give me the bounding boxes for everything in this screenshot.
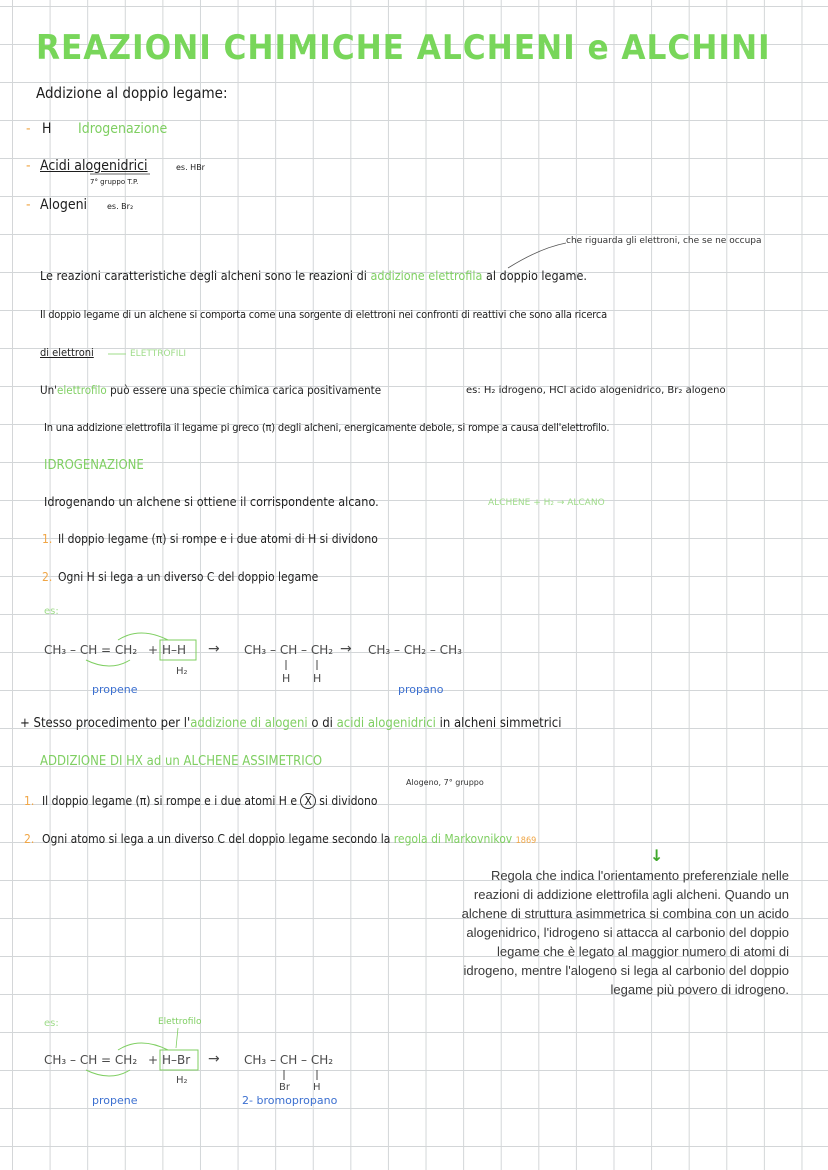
example-label: es: <box>44 606 59 617</box>
product-br: Br <box>279 1082 290 1093</box>
plus-sign: + <box>148 643 159 657</box>
example-label: es: <box>44 1018 59 1029</box>
label-reactant: propene <box>92 683 138 696</box>
annotation-electrons: che riguarda gli elettroni, che se ne occupa <box>566 236 762 246</box>
same-proc-mid: o di <box>311 716 333 731</box>
hx-step2-text: Ogni atomo si lega a un diverso C del doppio legame secondo la <box>42 832 391 846</box>
arrow: → <box>340 641 352 657</box>
x-symbol: X <box>300 793 315 809</box>
list-item-label: H <box>42 121 52 137</box>
reagent: H–Br <box>162 1053 191 1067</box>
same-proc-hl1: addizione di alogeni <box>190 716 308 731</box>
arrow: → <box>208 1051 220 1067</box>
hx-annotation: Alogeno, 7° gruppo <box>406 778 484 787</box>
reactant: CH₃ – CH = CH₂ <box>44 643 138 657</box>
paragraph-2-line1: Il doppio legame di un alchene si comporta come una sorgente di elettroni nei confronti di reattivi che sono alla ricerca <box>40 308 607 321</box>
para-1-highlight: addizione elettrofila <box>370 268 483 283</box>
step-number: 1. <box>42 532 53 546</box>
intermediate-h1: H <box>282 672 291 685</box>
electron-arrow <box>118 1043 168 1050</box>
arrow: → <box>208 641 220 657</box>
para-1-pre: Le reazioni caratteristiche degli alcheni sono le reazioni di <box>40 268 367 283</box>
paragraph-2-line2: di elettroni <box>40 346 94 359</box>
electron-arrow <box>86 660 130 666</box>
product-h: H <box>313 1082 321 1093</box>
down-arrow-icon: ↓ <box>650 846 664 865</box>
electrophile-label: Elettrofilo <box>158 1017 202 1027</box>
same-proc-hl2: acidi alogenidrici <box>336 716 436 731</box>
reagent-sub: H₂ <box>176 1075 188 1086</box>
list-item-label: Acidi alogenidrici <box>40 158 148 174</box>
reagent-sub: H₂ <box>176 666 188 677</box>
electron-arrow <box>86 1070 130 1076</box>
electrophile-pointer <box>176 1028 178 1048</box>
paragraph-4: In una addizione elettrofila il legame pi greco (π) degli alcheni, energicamente debole, si rompe a causa dell'elettrofilo. <box>44 421 610 434</box>
para-1-post: al doppio legame. <box>485 268 587 283</box>
hydro-intro: Idrogenando un alchene si ottiene il corrispondente alcano. <box>44 494 379 509</box>
hx-step1-text: Il doppio legame (π) si rompe e i due atomi H e <box>42 794 297 808</box>
step-number: 2. <box>42 570 53 584</box>
reagent-box <box>160 1050 198 1070</box>
reagent: H–H <box>162 643 187 657</box>
list-item-example: es. Br₂ <box>107 202 134 211</box>
hx-step1-end: si dividono <box>319 794 378 808</box>
product: CH₃ – CH₂ – CH₃ <box>368 643 462 657</box>
list-item-sub: 7° gruppo T.P. <box>90 178 139 186</box>
electron-arrow <box>118 633 168 640</box>
list-item-label: Alogeni <box>40 197 88 213</box>
step-number: 2. <box>24 832 35 846</box>
hydro-heading: IDROGENAZIONE <box>44 458 144 473</box>
para-3-examples: es: H₂ idrogeno, HCl acido alogenidrico, Br₂ alogeno <box>466 385 726 396</box>
hydro-scheme: ALCHENE + H₂ → ALCANO <box>488 498 605 508</box>
markovnikov-rule: regola di Markovnikov <box>393 832 513 846</box>
reactant: CH₃ – CH = CH₂ <box>44 1053 138 1067</box>
electrophiles-note: ELETTROFILI <box>130 349 187 359</box>
step-text: Ogni H si lega a un diverso C del doppio legame <box>58 570 319 584</box>
markovnikov-note: Regola che indica l'orientamento preferenziale nelle reazioni di addizione elettrofila agli alcheni. Quando un alchene di struttura asimmetrica si combina con un acido alogenidrico, l'idrogeno si attacca al carbonio del doppio legame che è legato al maggior numero di atomi di idrogeno, mentre l'alogeno si lega al carbonio del doppio legame più povero di idrogeno. <box>461 868 789 997</box>
markovnikov-year: 1869 <box>515 836 537 846</box>
label-reactant: propene <box>92 1094 138 1107</box>
bullet: - <box>26 121 31 137</box>
label-product: propano <box>398 683 444 696</box>
annotation-connector <box>508 243 566 268</box>
plus-sign: + <box>148 1053 159 1067</box>
label-product: 2- bromopropano <box>242 1094 338 1107</box>
page-title: REAZIONI CHIMICHE ALCHENI e ALCHINI <box>36 28 771 68</box>
step-text: Il doppio legame (π) si rompe e i due atomi di H si dividono <box>58 532 378 546</box>
step-number: 1. <box>24 794 35 808</box>
product: CH₃ – CH – CH₂ <box>244 1053 334 1067</box>
bullet: - <box>26 197 31 213</box>
same-proc-post: in alcheni simmetrici <box>439 716 562 731</box>
list-item-example: es. HBr <box>176 163 205 172</box>
hx-heading: ADDIZIONE DI HX ad un ALCHENE ASSIMETRICO <box>40 754 323 769</box>
intermediate-h2: H <box>313 672 322 685</box>
reagent-box <box>160 640 196 660</box>
para-3-post: può essere una specie chimica carica positivamente <box>110 383 382 397</box>
para-3-highlight: elettrofilo <box>56 383 107 397</box>
intermediate: CH₃ – CH – CH₂ <box>244 643 334 657</box>
list-item-desc: Idrogenazione <box>78 121 168 137</box>
bullet: - <box>26 158 31 174</box>
para-3-pre: Un' <box>40 383 57 397</box>
section-heading: Addizione al doppio legame: <box>36 84 228 102</box>
same-proc-pre: + Stesso procedimento per l' <box>20 716 191 731</box>
